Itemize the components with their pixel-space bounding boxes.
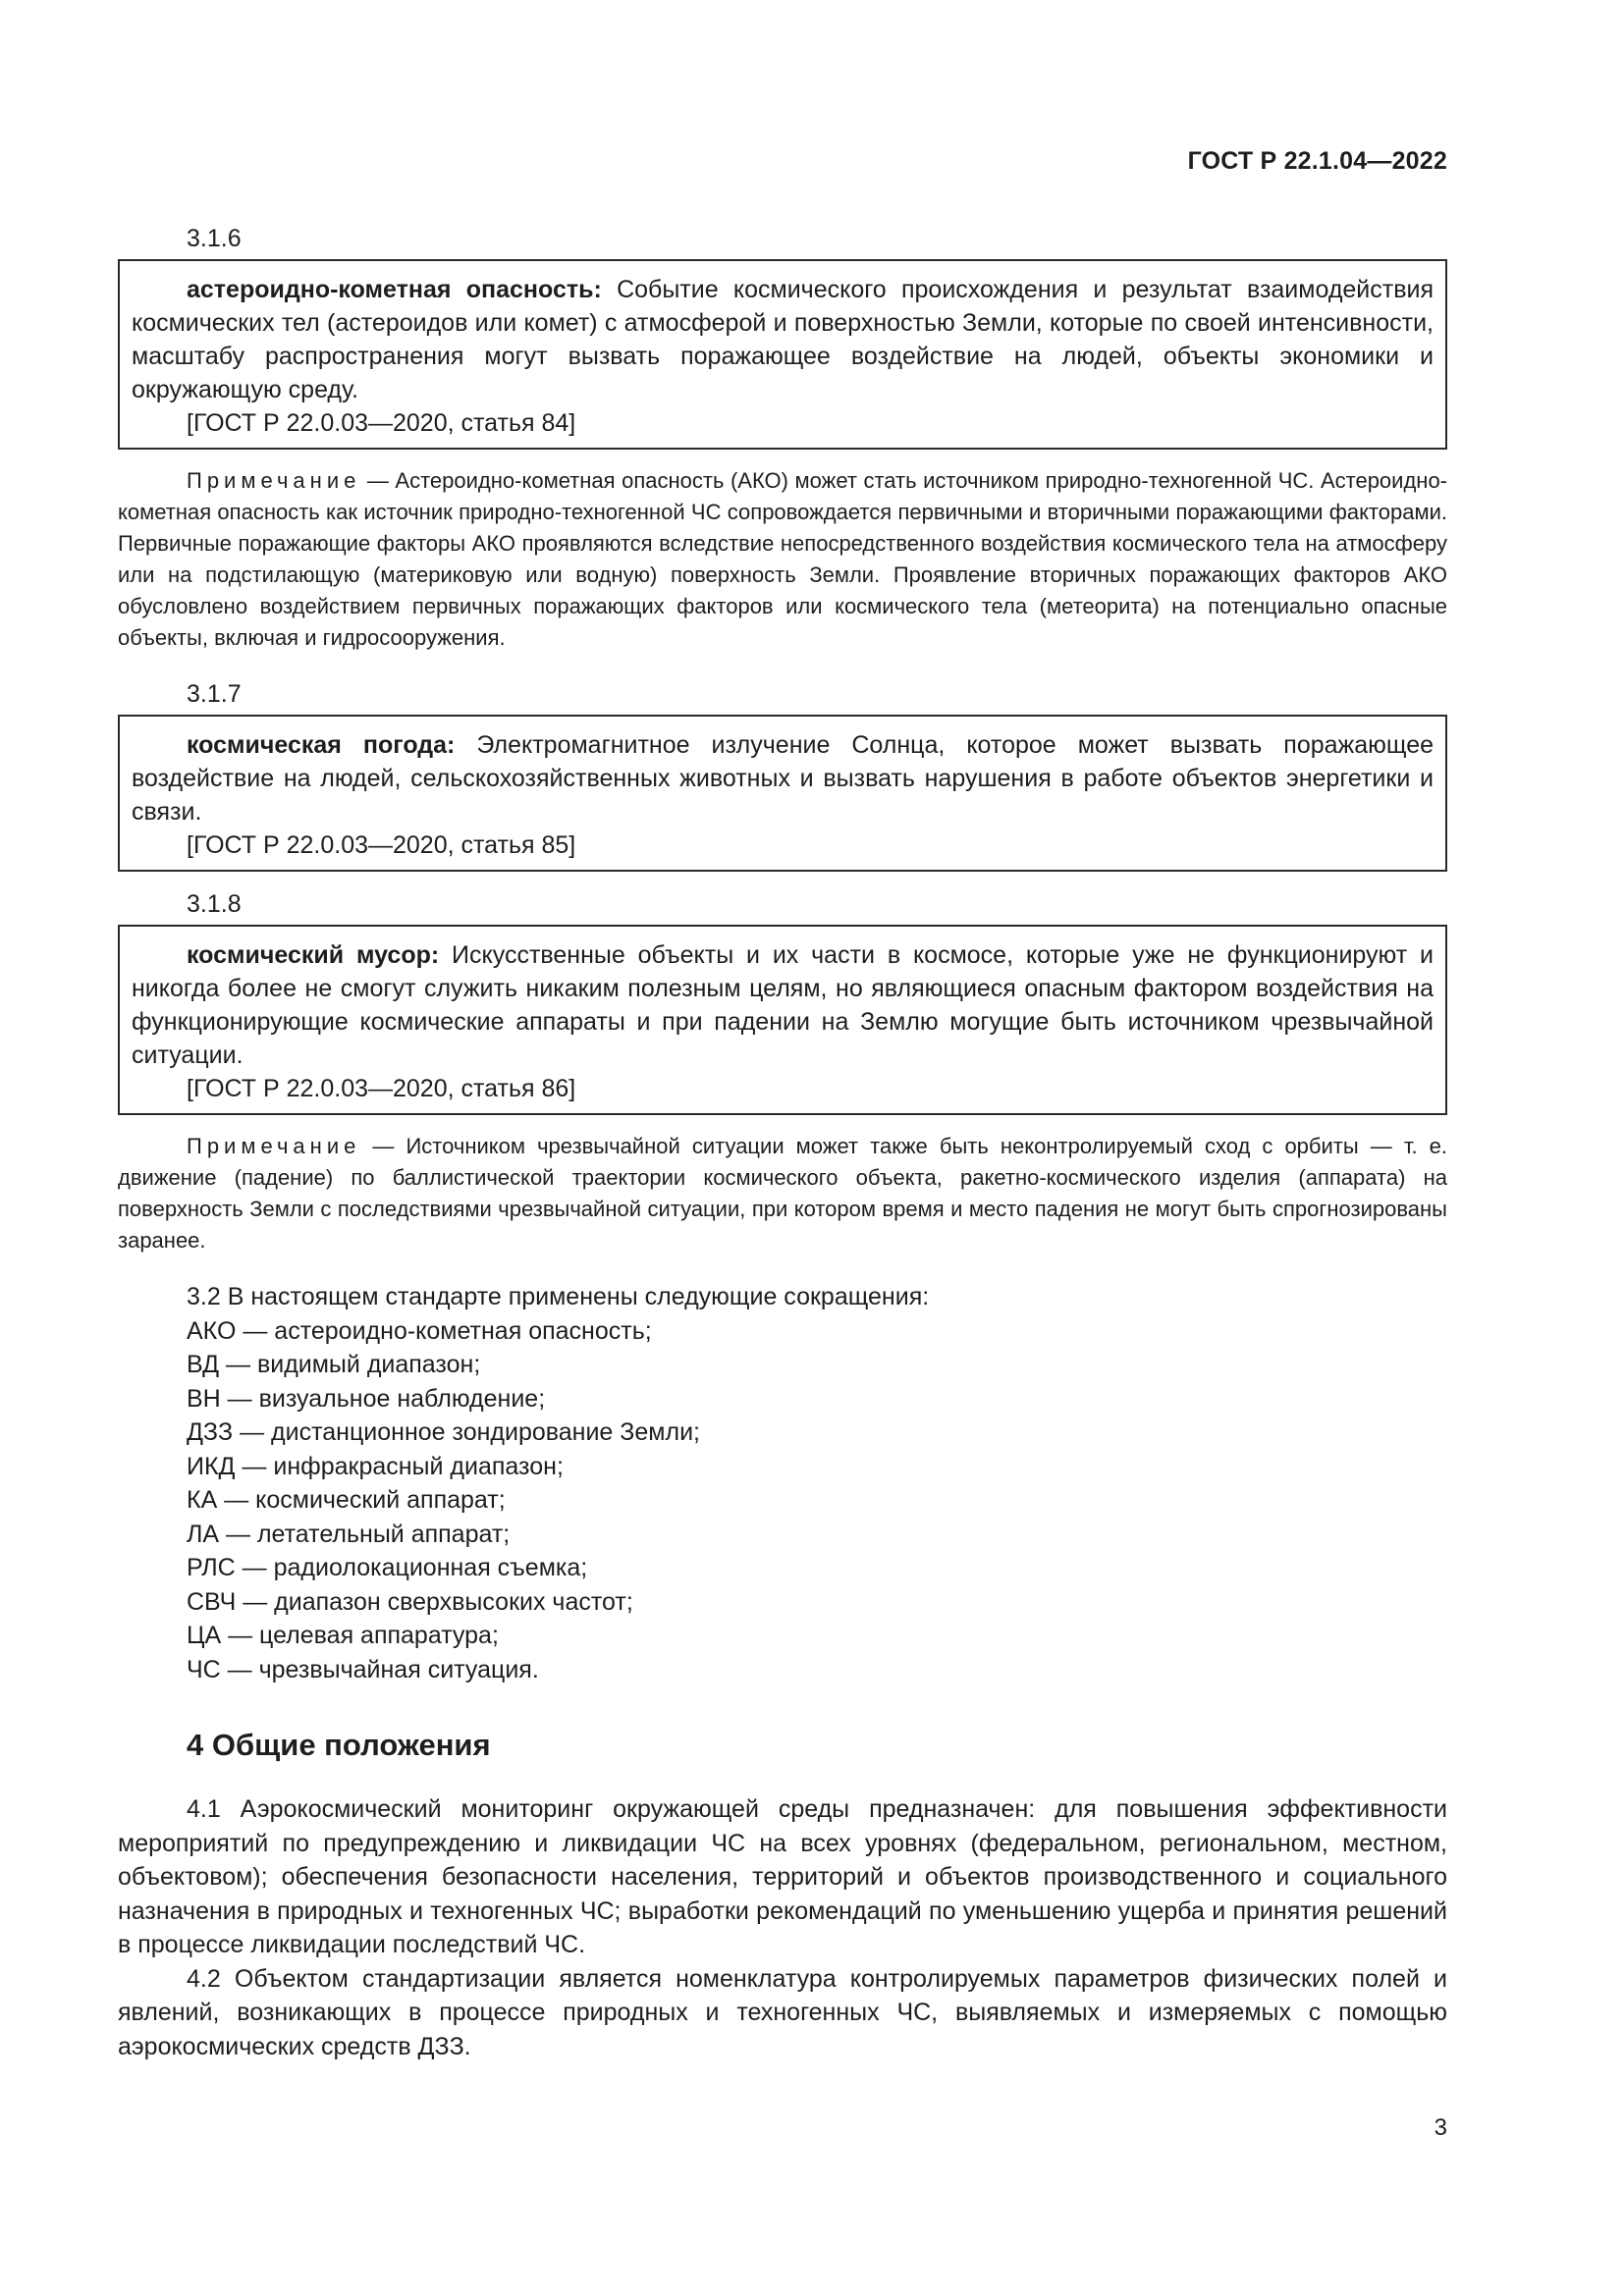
abbreviation-item: КА — космический аппарат; <box>187 1486 506 1514</box>
document-code: ГОСТ Р 22.1.04—2022 <box>1187 147 1447 175</box>
abbreviation-item: АКО — астероидно-кометная опасность; <box>187 1316 652 1345</box>
note-paragraph <box>118 465 1447 654</box>
term-definition-box <box>118 925 1447 1115</box>
abbreviation-item: СВЧ — диапазон сверхвысоких частот; <box>187 1587 633 1616</box>
term-number: 3.1.6 <box>187 225 242 252</box>
abbreviation-item: ЛА — летательный аппарат; <box>187 1520 511 1548</box>
term-definition: Электромагнитное излучение Солнца, которое может вызвать поражающее воздействие на людей, сельскохозяйственных животных и вызвать нарушения в работе объектов энергетики и связи. <box>132 731 1435 826</box>
page-number: 3 <box>1434 2114 1447 2141</box>
page-content <box>118 222 1447 2063</box>
abbreviation-item: ЦА — целевая аппаратура; <box>187 1622 499 1649</box>
abbreviation-item: ЧС — чрезвычайная ситуация. <box>187 1655 539 1683</box>
note-text: — Источником чрезвычайной ситуации может также быть неконтролируемый сход с орбиты — т. е. движение (падение) по баллистической траектории космического объекта, ракетно-космического изделия (аппарата) на поверхность Земли с последствиями чрезвычайной ситуации, при котором время и место падения не могут быть спрогнозированы заранее. <box>118 1134 1447 1253</box>
abbreviations-intro: 3.2 В настоящем стандарте применены следующие сокращения: <box>187 1283 930 1310</box>
term-definition: Искусственные объекты и их части в космосе, которые уже не функционируют и никогда более не смогут служить никаким полезным целям, но являющиеся опасным фактором воздействия на функционирующие космические аппараты и при падении на Землю могущие быть источником чрезвычайной ситуации. <box>132 941 1435 1069</box>
note-label: Примечание <box>187 1134 361 1158</box>
term-source: [ГОСТ Р 22.0.03—2020, статья 86] <box>187 1075 576 1102</box>
note-label: Примечание <box>187 468 361 493</box>
term-name: космическая погода: <box>187 731 456 759</box>
note-paragraph <box>118 1131 1447 1256</box>
term-definition-box <box>118 259 1447 450</box>
term-source: [ГОСТ Р 22.0.03—2020, статья 85] <box>187 831 576 859</box>
abbreviation-item: ВД — видимый диапазон; <box>187 1351 481 1378</box>
term-definition-box <box>118 715 1447 872</box>
abbreviation-item: ВН — визуальное наблюдение; <box>187 1384 546 1413</box>
section-paragraph: 4.2 Объектом стандартизации является номенклатура контролируемых параметров физических полей и явлений, возникающих в процессе природных и техногенных ЧС, выявляемых и измеряемых с помощью аэрокосмических средств ДЗЗ. <box>118 1964 1447 2060</box>
section-paragraph: 4.1 Аэрокосмический мониторинг окружающей среды предназначен: для повышения эффективности мероприятий по предупреждению и ликвидации ЧС на всех уровнях (федеральном, региональном, местном, объектовом); обеспечения безопасности населения, территорий и объектов производственного и социального назначения в природных и техногенных ЧС; выработки рекомендаций по уменьшению ущерба и принятия решений в процессе ликвидации последствий ЧС. <box>118 1795 1447 1958</box>
note-text: — Астероидно-кометная опасность (АКО) может стать источником природно-техногенной ЧС. Астероидно-кометная опасность как источник природно-техногенной ЧС сопровождается первичными и вторичными поражающими факторами. Первичные поражающие факторы АКО проявляются вследствие непосредственного воздействия космического тела на атмосферу или на подстилающую (материковую или водную) поверхность Земли. Проявление вторичных поражающих факторов АКО обусловлено воздействием первичных поражающих факторов или космического тела (метеорита) на потенциально опасные объекты, включая и гидросооружения. <box>118 468 1447 650</box>
term-number: 3.1.8 <box>187 890 242 918</box>
abbreviation-item: ИКД — инфракрасный диапазон; <box>187 1452 564 1480</box>
section-heading: 4 Общие положения <box>187 1728 491 1762</box>
term-number: 3.1.7 <box>187 680 242 708</box>
term-name: астероидно-кометная опасность: <box>187 276 602 303</box>
term-name: космический мусор: <box>187 941 440 969</box>
term-source: [ГОСТ Р 22.0.03—2020, статья 84] <box>187 409 576 437</box>
abbreviation-item: ДЗЗ — дистанционное зондирование Земли; <box>187 1418 700 1446</box>
term-definition: Событие космического происхождения и результат взаимодействия космических тел (астероидов или комет) с атмосферой и поверхностью Земли, которые по своей интенсивности, масштабу распространения могут вызвать поражающее воздействие на людей, объекты экономики и окружающую среду. <box>132 276 1435 403</box>
abbreviations-list <box>118 1314 1447 1687</box>
abbreviation-item: РЛС — радиолокационная съемка; <box>187 1554 588 1581</box>
